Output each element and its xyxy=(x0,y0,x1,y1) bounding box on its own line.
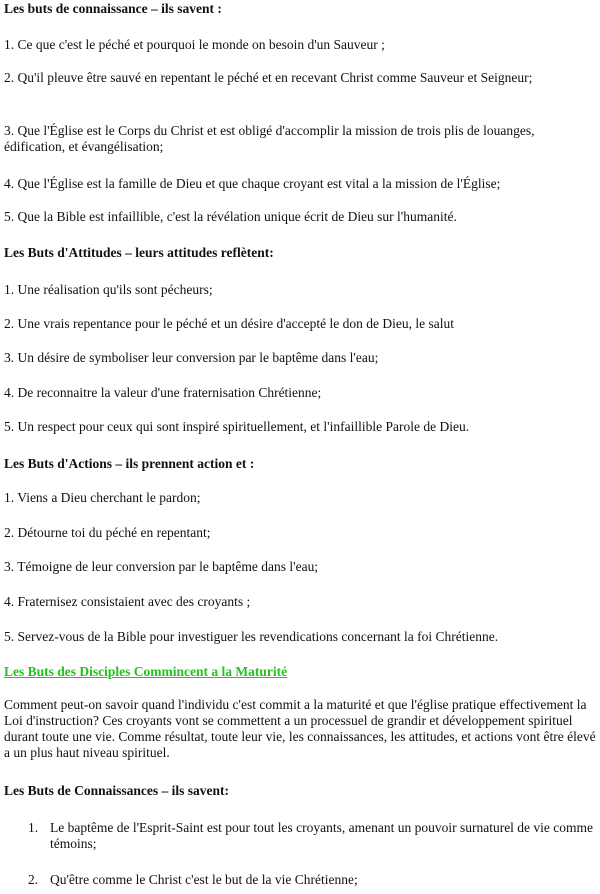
list-item: 1. Une réalisation qu'ils sont pécheurs; xyxy=(4,282,213,297)
list-number: 2. xyxy=(28,872,39,887)
paragraph-maturite: Comment peut-on savoir quand l'individu c'est commit a la maturité et que l'église pratique effectivement la Loi d'instruction? Ces croyants vont se commettent a un processuel de grandir et développement spirituel durant toute une vie. Comme résultat, toute leur vie, les connaissances, les attitudes, et actions vont être élevé a un plus haut niveau spirituel. xyxy=(4,697,596,760)
list-item: 2. Une vrais repentance pour le péché et un désire d'accepté le don de Dieu, le salut xyxy=(4,316,454,331)
list-item: 3. Un désire de symboliser leur conversion par le baptême dans l'eau; xyxy=(4,350,379,365)
list-item: 5. Que la Bible est infaillible, c'est la révélation unique écrit de Dieu sur l'humanité. xyxy=(4,209,457,224)
list-item: 1. Viens a Dieu cherchant le pardon; xyxy=(4,490,201,505)
section-heading-attitudes: Les Buts d'Attitudes – leurs attitudes reflètent: xyxy=(4,245,274,260)
list-item: 3. Que l'Église est le Corps du Christ et est obligé d'accomplir la mission de trois plis de louanges, édification, et évangélisation; xyxy=(4,123,535,154)
section-heading-maturite: Les Buts des Disciples Commincent a la Maturité xyxy=(4,664,288,679)
section-heading-connaissance: Les buts de connaissance – ils savent : xyxy=(4,1,222,16)
section-heading-connaissances: Les Buts de Connaissances – ils savent: xyxy=(4,783,230,798)
list-item: 2. Détourne toi du péché en repentant; xyxy=(4,525,211,540)
list-item: 4. De reconnaitre la valeur d'une fraternisation Chrétienne; xyxy=(4,385,322,400)
numbered-list-item xyxy=(28,820,594,852)
list-number: 1. xyxy=(28,820,39,835)
list-item: 3. Témoigne de leur conversion par le baptême dans l'eau; xyxy=(4,559,319,574)
list-text: Le baptême de l'Esprit-Saint est pour tout les croyants, amenant un pouvoir surnaturel de vie comme témoins; xyxy=(50,820,594,851)
list-item: 1. Ce que c'est le péché et pourquoi le monde on besoin d'un Sauveur ; xyxy=(4,37,385,52)
list-item: 4. Que l'Église est la famille de Dieu et que chaque croyant est vital a la mission de l'Église; xyxy=(4,176,501,191)
list-text: Qu'être comme le Christ c'est le but de la vie Chrétienne; xyxy=(50,872,358,887)
list-item: 2. Qu'il pleuve être sauvé en repentant le péché et en recevant Christ comme Sauveur et Seigneur; xyxy=(4,70,533,85)
list-item: 5. Servez-vous de la Bible pour investiguer les revendications concernant la foi Chrétienne. xyxy=(4,629,499,644)
section-heading-actions: Les Buts d'Actions – ils prennent action et : xyxy=(4,456,255,471)
numbered-list-item xyxy=(28,872,594,888)
list-item: 5. Un respect pour ceux qui sont inspiré spirituellement, et l'infaillible Parole de Dieu. xyxy=(4,419,470,434)
list-item: 4. Fraternisez consistaient avec des croyants ; xyxy=(4,594,251,609)
